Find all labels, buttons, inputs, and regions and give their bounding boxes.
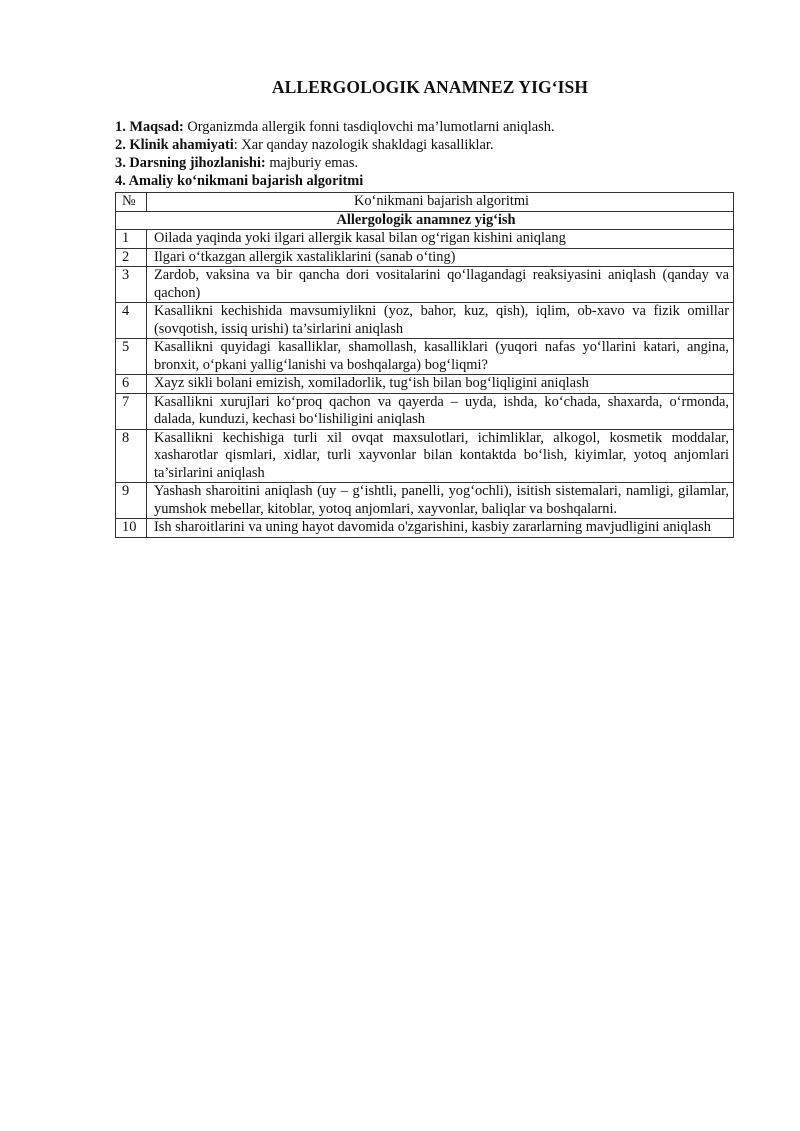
table-row (116, 339, 734, 375)
table-row (116, 393, 734, 429)
table-row (116, 248, 734, 267)
row-num: 9 (116, 483, 147, 519)
row-num: 4 (116, 303, 147, 339)
row-num: 10 (116, 519, 147, 538)
row-num: 3 (116, 267, 147, 303)
document-title: ALLERGOLOGIK ANAMNEZ YIG‘ISH (271, 77, 589, 97)
row-text: Zardob, vaksina va bir qancha dori vositalarini qo‘llagandagi reaksiyasini aniqlash (qanday va qachon) (147, 267, 734, 303)
table-subheader: Allergologik anamnez yig‘ish (116, 211, 734, 230)
table-row (116, 429, 734, 483)
meta-clinical-label: 2. Klinik ahamiyati (115, 137, 234, 153)
meta-algorithm-label: 4. Amaliy ko‘nikmani bajarish algoritmi (115, 173, 364, 189)
row-text: Kasallikni quyidagi kasalliklar, shamollash, kasalliklari (yuqori nafas yo‘llarini katari, angina, bronxit, o‘pkani yallig‘lanishi va boshqalarga) bog‘liqmi? (147, 339, 734, 375)
meta-equipment-text: majburiy emas. (265, 155, 359, 171)
row-text: Oilada yaqinda yoki ilgari allergik kasal bilan og‘rigan kishini aniqlang (147, 230, 734, 249)
meta-equipment (115, 154, 735, 172)
row-text: Kasallikni kechishiga turli xil ovqat maxsulotlari, ichimliklar, alkogol, kosmetik moddalar, xasharotlar qismlari, xidlar, turli xayvonlar bilan kontaktda bo‘lish, kiyimlar, yotoq anjomlari ta’sirlarini aniqlash (147, 429, 734, 483)
table-header-num: № (116, 193, 147, 212)
row-text: Ilgari o‘tkazgan allergik xastaliklarini (sanab o‘ting) (147, 248, 734, 267)
table-row (116, 519, 734, 538)
meta-goal-text: Organizmda allergik fonni tasdiqlovchi ma’lumotlarni aniqlash. (183, 119, 555, 135)
row-text: Kasallikni xurujlari ko‘proq qachon va qayerda – uyda, ishda, ko‘chada, shaxarda, o‘rmonda, dalada, kunduzi, kechasi bo‘lishiligini aniqlash (147, 393, 734, 429)
lesson-meta (115, 118, 735, 190)
row-num: 2 (116, 248, 147, 267)
algorithm-table (115, 192, 734, 538)
row-num: 8 (116, 429, 147, 483)
row-num: 1 (116, 230, 147, 249)
meta-goal-label: 1. Maqsad: (115, 119, 184, 135)
table-header-text: Ko‘nikmani bajarish algoritmi (147, 193, 734, 212)
meta-algorithm (115, 172, 735, 190)
meta-goal (115, 118, 735, 136)
meta-equipment-label: 3. Darsning jihozlanishi: (115, 155, 266, 171)
table-row (116, 483, 734, 519)
row-text: Kasallikni kechishida mavsumiylikni (yoz, bahor, kuz, qish), iqlim, ob-xavo va fizik omillar (sovqotish, issiq urishi) ta’sirlarini aniqlash (147, 303, 734, 339)
row-text: Ish sharoitlarini va uning hayot davomida o'zgarishini, kasbiy zararlarning mavjudligini aniqlash (147, 519, 734, 538)
table-header-row (116, 193, 734, 212)
row-num: 6 (116, 375, 147, 394)
table-row (116, 230, 734, 249)
table-row (116, 267, 734, 303)
meta-clinical (115, 136, 735, 154)
row-num: 5 (116, 339, 147, 375)
table-row (116, 303, 734, 339)
meta-clinical-text: : Xar qanday nazologik shakldagi kasalliklar. (233, 137, 494, 153)
table-row (116, 375, 734, 394)
table-subheader-row (116, 211, 734, 230)
row-num: 7 (116, 393, 147, 429)
row-text: Xayz sikli bolani emizish, xomiladorlik, tug‘ish bilan bog‘liqligini aniqlash (147, 375, 734, 394)
row-text: Yashash sharoitini aniqlash (uy – g‘ishtli, panelli, yog‘ochli), isitish sistemalari, namligi, gilamlar, yumshok mebellar, kitoblar, yotoq anjomlari, xayvonlar, baliqlar va boshqalarni. (147, 483, 734, 519)
